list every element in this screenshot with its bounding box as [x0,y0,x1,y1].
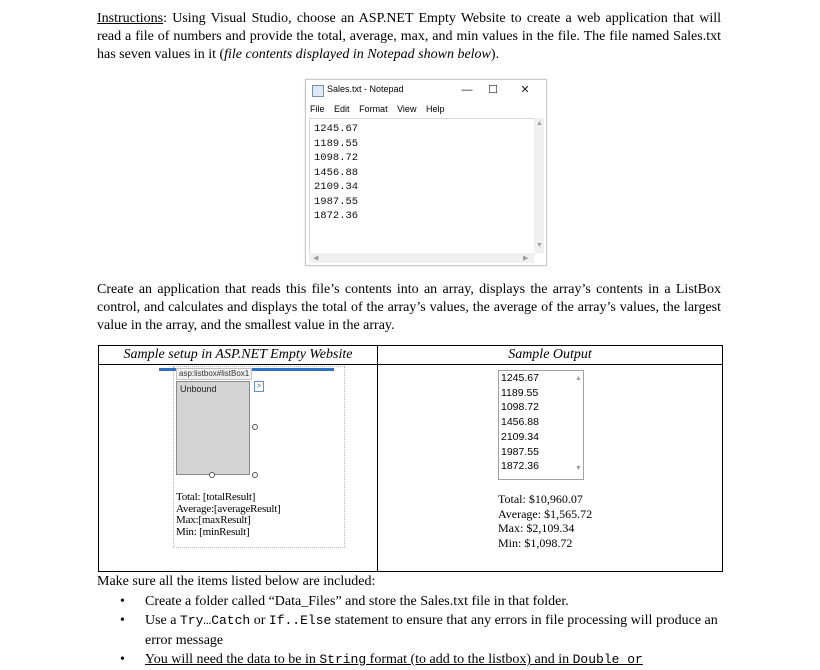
notepad-line: 1456.88 [314,166,359,179]
max-result: Max: $2,109.34 [498,521,575,535]
list-item[interactable]: 1456.88 [501,416,539,429]
notepad-text-area[interactable] [309,118,535,255]
intro-paragraph [97,10,721,64]
intro-text: : Using Visual Studio, choose an ASP.NET Empty Website to create a web application that will read a file of numbers and provide the total, average, max, and min values in the file. The file named Sales.txt has seven values in it ( [97,11,721,62]
min-placeholder: Min: [minResult] [176,525,250,538]
requirements-heading: Make sure all the items listed below are included: [97,574,376,589]
notepad-app-icon [312,85,324,97]
minimize-icon[interactable]: — [461,84,473,96]
sample-table [98,345,723,572]
scroll-up-icon[interactable]: ▲ [575,375,582,382]
scroll-left-icon[interactable]: ◀ [313,255,319,262]
bullet-icon: • [120,652,125,667]
total-result: Total: $10,960.07 [498,492,583,506]
output-labels [498,492,592,550]
menu-edit[interactable]: Edit [334,104,350,114]
requirement-text: format (to add to the listbox) and in [366,652,573,667]
notepad-line: 1189.55 [314,137,359,150]
list-item[interactable]: 1987.55 [501,445,539,458]
notepad-line: 1872.36 [314,210,359,222]
list-item [97,592,721,612]
list-item[interactable]: 1872.36 [501,460,539,473]
average-result: Average: $1,565.72 [498,506,593,521]
requirement-text: or [250,613,269,628]
code-try-catch: Try…Catch [180,613,251,628]
setup-header: Sample setup in ASP.NET Empty Website [123,347,353,362]
scroll-up-icon[interactable]: ▲ [536,120,543,127]
scroll-down-icon[interactable]: ▼ [575,465,582,472]
listbox-unbound-text: Unbound [180,384,217,394]
resize-handle[interactable] [209,472,215,478]
list-item[interactable]: 1098.72 [501,401,539,414]
listbox-tag: asp:listbox#listBox1 [176,368,252,380]
output-listbox[interactable] [498,370,584,480]
list-item[interactable]: 1189.55 [501,386,539,399]
bullet-icon: • [120,613,125,628]
menu-format[interactable]: Format [359,104,388,114]
menu-view[interactable]: View [397,104,417,114]
instructions-label: Instructions [97,11,164,26]
max-placeholder: Max:[maxResult] [176,514,251,526]
list-item[interactable]: 2109.34 [501,430,539,443]
list-item[interactable]: 1245.67 [501,372,539,384]
notepad-titlebar [306,80,546,100]
requirements-section [97,572,721,670]
code-string: String [319,652,367,667]
notepad-line: 1245.67 [314,123,359,135]
list-item [97,650,721,670]
notepad-window [305,79,547,266]
requirement-folder: Create a folder called “Data_Files” and store the Sales.txt file in that folder. [145,593,569,609]
design-listbox[interactable] [176,381,250,475]
notepad-line: 1987.55 [314,195,359,208]
maximize-icon[interactable]: ☐ [488,84,498,96]
output-scrollbar[interactable] [573,371,583,479]
code-double: Double or [572,652,643,667]
intro-italic-note: file contents displayed in Notepad shown below [224,47,491,62]
close-icon[interactable]: ✕ [520,84,530,96]
requirement-text: statement to ensure that any errors in file processing will produce an error message [145,613,718,648]
average-placeholder: Average:[averageResult] [176,502,281,515]
list-item [97,611,721,650]
menu-file[interactable]: File [310,104,325,114]
total-placeholder: Total: [totalResult] [176,491,256,503]
bullet-icon: • [120,593,125,609]
code-if-else: If..Else [268,613,332,628]
task-paragraph: Create an application that reads this file’s contents into an array, displays the array’s contents in a ListBox control, and calculates and displays the total of the array’s values, the average of the array’s values, the largest value in the array, and the smallest value in the array. [97,282,721,333]
resize-handle[interactable] [252,472,258,478]
scroll-down-icon[interactable]: ▼ [536,242,543,249]
design-labels [176,492,281,538]
smart-tag-icon[interactable]: > [254,381,264,392]
notepad-vertical-scrollbar[interactable] [534,118,544,253]
notepad-menubar [310,104,451,114]
notepad-line: 2109.34 [314,181,359,193]
min-result: Min: $1,098.72 [498,535,573,550]
resize-handle[interactable] [252,424,258,430]
notepad-title: Sales.txt - Notepad [327,84,404,94]
menu-help[interactable]: Help [425,104,445,114]
table-row-divider [99,364,722,365]
requirement-text: Use a [145,613,180,628]
intro-text-end: ). [490,47,500,62]
notepad-line: 1098.72 [314,152,359,164]
notepad-horizontal-scrollbar[interactable] [309,253,534,263]
table-column-divider [377,346,378,571]
scroll-right-icon[interactable]: ▶ [523,255,529,262]
requirement-text: You will need the data to be in [145,652,320,667]
output-header: Sample Output [508,347,592,362]
